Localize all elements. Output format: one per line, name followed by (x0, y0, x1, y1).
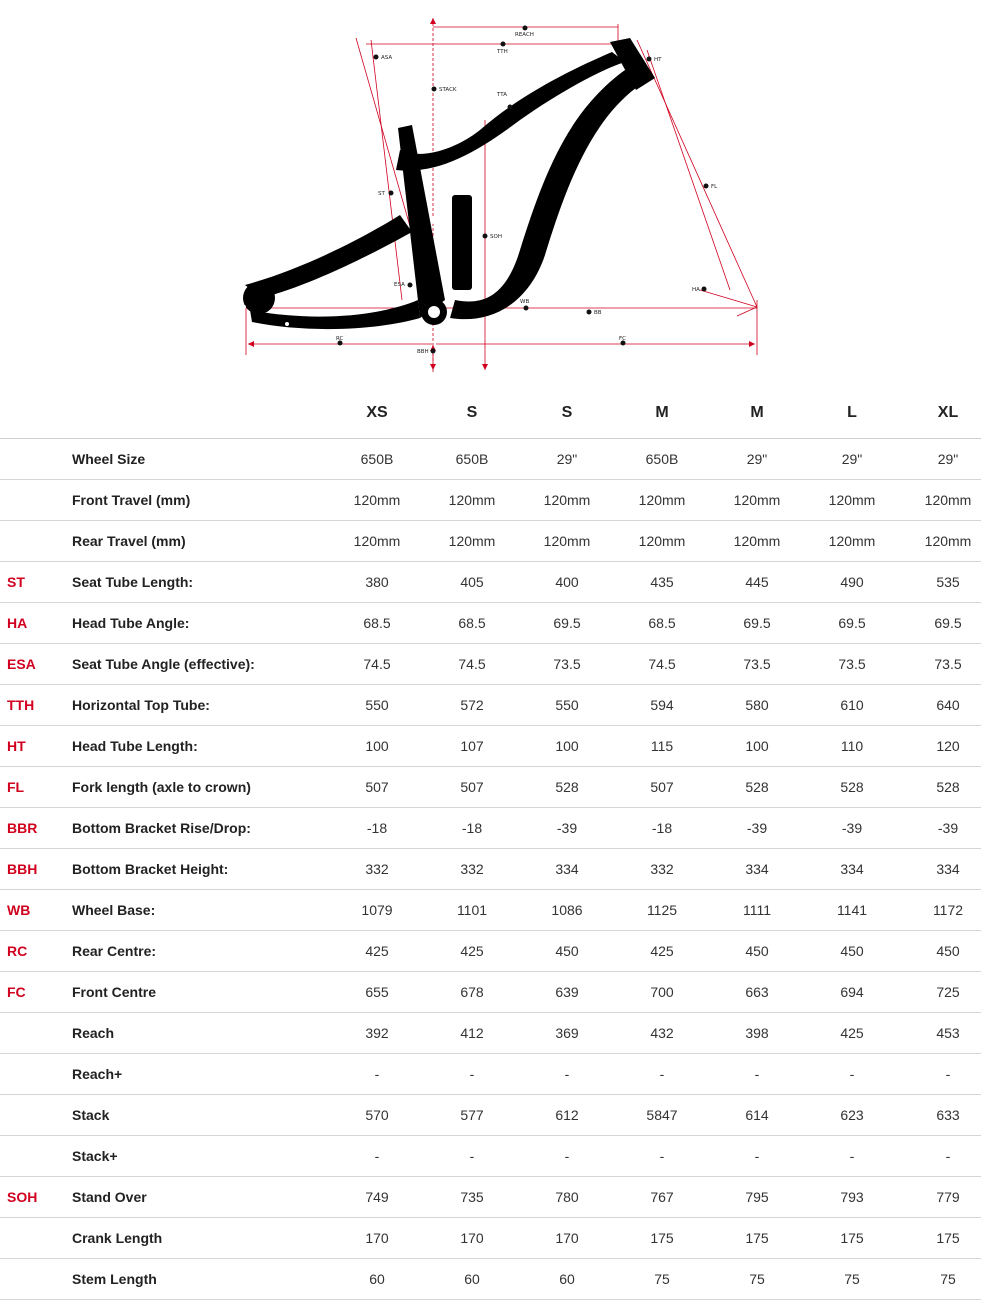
table-cell: 1086 (551, 902, 583, 918)
row-label: Front Travel (mm) (72, 492, 191, 508)
bike-frame (243, 38, 655, 329)
table-cell: - (374, 1148, 380, 1164)
table-cell: 767 (650, 1189, 674, 1205)
row-code: BBH (7, 861, 38, 877)
tth-label: TTH (497, 49, 508, 55)
st-label: ST (378, 191, 385, 197)
table-cell: 640 (936, 697, 960, 713)
table-cell: 120mm (924, 492, 972, 508)
table-cell: 73.5 (838, 656, 866, 672)
table-cell: 73.5 (934, 656, 962, 672)
table-cell: 614 (745, 1107, 769, 1123)
row-label: Wheel Size (72, 451, 146, 467)
table-cell: 170 (460, 1230, 484, 1246)
table-cell: 1111 (742, 902, 772, 918)
table-cell: 380 (365, 574, 389, 590)
table-cell: 398 (745, 1025, 769, 1041)
table-cell: 170 (365, 1230, 389, 1246)
table-row (0, 1259, 981, 1300)
soh-label: SOH (490, 234, 502, 240)
table-cell: 655 (365, 984, 389, 1000)
table-cell: 100 (365, 738, 389, 754)
table-cell: 610 (840, 697, 864, 713)
table-row (0, 439, 981, 480)
table-cell: 392 (365, 1025, 389, 1041)
table-row (0, 1177, 981, 1218)
size-header: L (847, 404, 857, 421)
table-cell: - (945, 1148, 951, 1164)
table-cell: 69.5 (934, 615, 962, 631)
table-cell: 334 (936, 861, 960, 877)
table-cell: 69.5 (553, 615, 581, 631)
row-label: Head Tube Angle: (72, 615, 190, 631)
size-header: S (466, 404, 478, 421)
table-cell: 120mm (353, 492, 401, 508)
stack-label: STACK (439, 87, 457, 93)
table-cell: 725 (936, 984, 960, 1000)
table-row (0, 972, 981, 1013)
table-cell: 332 (365, 861, 389, 877)
table-cell: 580 (745, 697, 769, 713)
table-cell: 1125 (646, 902, 678, 918)
table-cell: 175 (840, 1230, 864, 1246)
table-cell: 435 (650, 574, 674, 590)
table-cell: 793 (840, 1189, 864, 1205)
table-cell: - (659, 1148, 665, 1164)
row-label: Fork length (axle to crown) (72, 779, 251, 795)
size-header-row (0, 388, 981, 439)
table-cell: 528 (840, 779, 864, 795)
table-cell: 425 (840, 1025, 864, 1041)
frame-diagram-svg (0, 0, 981, 380)
row-label: Rear Centre: (72, 943, 157, 959)
table-cell: 425 (650, 943, 674, 959)
table-cell: 369 (555, 1025, 579, 1041)
row-label: Seat Tube Length: (72, 574, 194, 590)
row-label: Horizontal Top Tube: (72, 697, 210, 713)
table-cell: 332 (650, 861, 674, 877)
table-row (0, 767, 981, 808)
ha-label: HA (692, 287, 700, 293)
table-cell: 120mm (733, 533, 781, 549)
table-cell: 332 (460, 861, 484, 877)
table-cell: 75 (749, 1271, 765, 1287)
table-cell: 425 (460, 943, 484, 959)
table-cell: 749 (365, 1189, 389, 1205)
table-row (0, 1136, 981, 1177)
table-row (0, 1218, 981, 1259)
table-row (0, 808, 981, 849)
table-row (0, 644, 981, 685)
row-code: ST (7, 574, 25, 590)
table-row (0, 1054, 981, 1095)
table-cell: 405 (460, 574, 484, 590)
table-cell: -39 (556, 820, 578, 836)
row-code: SOH (7, 1189, 38, 1205)
table-cell: 120mm (353, 533, 401, 549)
table-cell: 528 (936, 779, 960, 795)
table-cell: 572 (460, 697, 484, 713)
bbh-label: BBH (417, 349, 429, 355)
asa-label: ASA (381, 55, 393, 61)
row-label: Wheel Base: (72, 902, 156, 918)
table-cell: 550 (365, 697, 389, 713)
table-cell: - (564, 1066, 570, 1082)
ht-label: HT (654, 57, 662, 63)
table-cell: 120mm (924, 533, 972, 549)
table-cell: - (945, 1066, 951, 1082)
table-cell: 68.5 (363, 615, 391, 631)
row-code: FC (7, 984, 26, 1000)
row-label: Head Tube Length: (72, 738, 198, 754)
table-cell: 1141 (836, 902, 868, 918)
table-row (0, 1095, 981, 1136)
table-cell: 1079 (361, 902, 393, 918)
table-cell: 170 (555, 1230, 579, 1246)
reach-label: REACH (515, 32, 534, 38)
table-cell: -39 (937, 820, 959, 836)
table-cell: 75 (940, 1271, 956, 1287)
table-cell: 110 (840, 738, 864, 754)
table-cell: 120mm (543, 533, 591, 549)
table-cell: 639 (555, 984, 579, 1000)
table-cell: - (374, 1066, 380, 1082)
table-cell: 5847 (646, 1107, 678, 1123)
row-code: FL (7, 779, 25, 795)
table-cell: 735 (460, 1189, 484, 1205)
table-row (0, 931, 981, 972)
table-cell: 507 (365, 779, 389, 795)
row-label: Crank Length (72, 1230, 163, 1246)
table-cell: 528 (745, 779, 769, 795)
table-cell: 535 (936, 574, 960, 590)
table-cell: 1101 (456, 902, 488, 918)
table-cell: 450 (555, 943, 579, 959)
row-label: Stand Over (72, 1189, 147, 1205)
table-cell: 334 (745, 861, 769, 877)
fc-label: FC (619, 336, 627, 342)
table-cell: - (469, 1066, 475, 1082)
size-header: XL (937, 404, 959, 421)
size-header: M (750, 404, 764, 421)
table-cell: 550 (555, 697, 579, 713)
table-cell: 445 (745, 574, 769, 590)
table-cell: 69.5 (838, 615, 866, 631)
table-cell: 450 (745, 943, 769, 959)
table-cell: - (659, 1066, 665, 1082)
table-cell: 780 (555, 1189, 579, 1205)
table-cell: 450 (840, 943, 864, 959)
table-cell: 678 (460, 984, 484, 1000)
row-label: Rear Travel (mm) (72, 533, 186, 549)
table-cell: 60 (559, 1271, 575, 1287)
table-cell: 29" (841, 451, 863, 467)
table-cell: 450 (936, 943, 960, 959)
table-cell: 75 (654, 1271, 670, 1287)
table-cell: 577 (460, 1107, 484, 1123)
table-cell: 334 (840, 861, 864, 877)
table-cell: - (754, 1148, 760, 1164)
table-cell: 73.5 (743, 656, 771, 672)
table-cell: 74.5 (648, 656, 676, 672)
table-cell: 120 (936, 738, 960, 754)
geometry-table (0, 388, 981, 1300)
row-label: Reach (72, 1025, 115, 1041)
row-code: WB (7, 902, 31, 918)
table-row (0, 726, 981, 767)
table-cell: 612 (555, 1107, 579, 1123)
table-cell: - (564, 1148, 570, 1164)
fl-label: FL (711, 184, 718, 190)
row-code: HA (7, 615, 28, 631)
table-row (0, 480, 981, 521)
table-cell: 594 (650, 697, 674, 713)
row-label: Stack+ (72, 1148, 118, 1164)
table-cell: 795 (745, 1189, 769, 1205)
table-cell: 700 (650, 984, 674, 1000)
table-row (0, 603, 981, 644)
table-row (0, 1013, 981, 1054)
tta-label: TTA (497, 92, 507, 98)
table-cell: 107 (460, 738, 484, 754)
table-row (0, 562, 981, 603)
table-cell: 115 (650, 738, 674, 754)
geometry-diagram (0, 0, 981, 380)
table-cell: 412 (460, 1025, 484, 1041)
table-cell: 490 (840, 574, 864, 590)
table-cell: 400 (555, 574, 579, 590)
table-cell: - (849, 1148, 855, 1164)
wb-label: WB (520, 299, 530, 305)
table-cell: -18 (461, 820, 483, 836)
size-header: S (561, 404, 573, 421)
table-cell: - (754, 1066, 760, 1082)
table-row (0, 685, 981, 726)
row-code: BBR (7, 820, 38, 836)
table-cell: 74.5 (363, 656, 391, 672)
table-cell: 68.5 (458, 615, 486, 631)
table-cell: 120mm (733, 492, 781, 508)
table-cell: 69.5 (743, 615, 771, 631)
row-code: ESA (7, 656, 36, 672)
table-cell: 694 (840, 984, 864, 1000)
row-code: RC (7, 943, 28, 959)
table-cell: 650B (455, 451, 489, 467)
table-cell: 650B (360, 451, 394, 467)
table-cell: 623 (840, 1107, 864, 1123)
row-code: TTH (7, 697, 35, 713)
table-cell: 453 (936, 1025, 960, 1041)
table-cell: 432 (650, 1025, 674, 1041)
row-label: Seat Tube Angle (effective): (72, 656, 255, 672)
table-cell: 120mm (448, 492, 496, 508)
table-cell: 507 (650, 779, 674, 795)
table-cell: 175 (650, 1230, 674, 1246)
row-label: Bottom Bracket Height: (72, 861, 229, 877)
table-cell: 100 (555, 738, 579, 754)
table-cell: 74.5 (458, 656, 486, 672)
size-header: XS (366, 404, 388, 421)
table-cell: -39 (746, 820, 768, 836)
table-cell: 175 (745, 1230, 769, 1246)
table-cell: 650B (645, 451, 679, 467)
table-cell: 29" (937, 451, 959, 467)
bb-label: BB (594, 310, 602, 316)
table-cell: 663 (745, 984, 769, 1000)
table-cell: 175 (936, 1230, 960, 1246)
table-cell: 68.5 (648, 615, 676, 631)
ha-line (700, 290, 757, 307)
table-row (0, 521, 981, 562)
table-cell: -18 (366, 820, 388, 836)
fl-line (647, 50, 730, 290)
table-cell: - (849, 1066, 855, 1082)
row-label: Bottom Bracket Rise/Drop: (72, 820, 251, 836)
table-cell: 507 (460, 779, 484, 795)
esa-label: ESA (394, 282, 405, 288)
table-cell: 120mm (638, 492, 686, 508)
table-cell: 120mm (828, 492, 876, 508)
row-label: Front Centre (72, 984, 156, 1000)
table-cell: 425 (365, 943, 389, 959)
table-cell: 60 (369, 1271, 385, 1287)
table-body (0, 439, 981, 1300)
table-cell: 633 (936, 1107, 960, 1123)
table-cell: 570 (365, 1107, 389, 1123)
row-label: Reach+ (72, 1066, 123, 1082)
table-cell: 75 (844, 1271, 860, 1287)
table-cell: 120mm (638, 533, 686, 549)
table-cell: 120mm (543, 492, 591, 508)
table-cell: 779 (936, 1189, 960, 1205)
table-row (0, 890, 981, 931)
table-cell: 120mm (448, 533, 496, 549)
rc-label: RC (336, 336, 344, 342)
table-cell: 528 (555, 779, 579, 795)
table-cell: 334 (555, 861, 579, 877)
row-code: HT (7, 738, 26, 754)
table-cell: 120mm (828, 533, 876, 549)
table-cell: 60 (464, 1271, 480, 1287)
table-cell: 73.5 (553, 656, 581, 672)
table-cell: 1172 (932, 902, 964, 918)
table-cell: - (469, 1148, 475, 1164)
table-cell: 29" (556, 451, 578, 467)
row-label: Stem Length (72, 1271, 157, 1287)
table-cell: -18 (651, 820, 673, 836)
table-row (0, 849, 981, 890)
ht-fork-line (637, 40, 757, 307)
row-label: Stack (72, 1107, 110, 1123)
table-cell: 100 (745, 738, 769, 754)
table-cell: 29" (746, 451, 768, 467)
table-cell: -39 (841, 820, 863, 836)
size-header: M (655, 404, 669, 421)
